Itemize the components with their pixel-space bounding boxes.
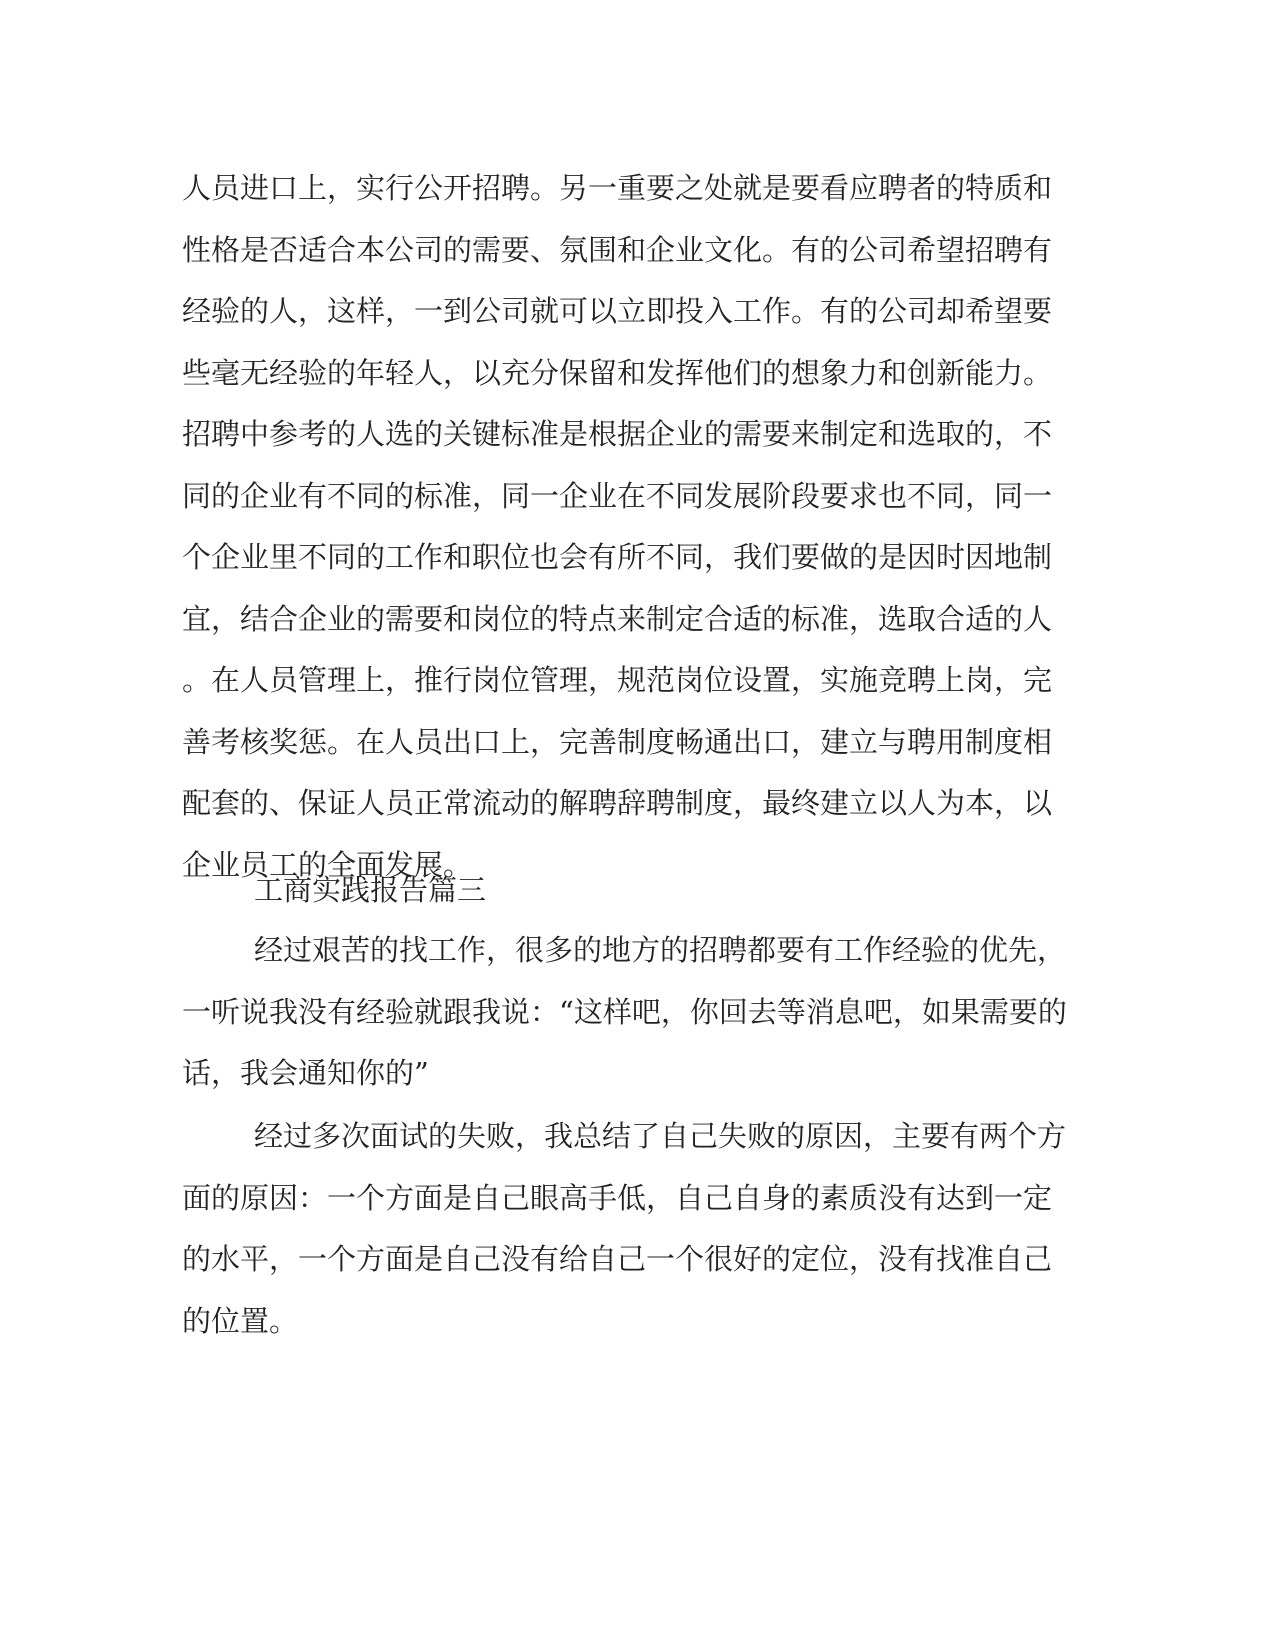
paragraph-job-search bbox=[182, 920, 1067, 1105]
section-heading bbox=[182, 860, 1052, 922]
paragraph-line: 一听说我没有经验就跟我说：“这样吧，你回去等消息吧，如果需要的 bbox=[182, 994, 1067, 1029]
paragraph-line: 些毫无经验的年轻人，以充分保留和发挥他们的想象力和创新能力。 bbox=[182, 355, 1053, 390]
section-heading-text: 工商实践报告篇三 bbox=[254, 873, 487, 907]
paragraph-line: 宜，结合企业的需要和岗位的特点来制定合适的标准，选取合适的人 bbox=[182, 601, 1053, 636]
paragraph-line: 配套的、保证人员正常流动的解聘辞聘制度，最终建立以人为本，以 bbox=[182, 786, 1053, 820]
paragraph-line: 同的企业有不同的标准，同一企业在不同发展阶段要求也不同，同一 bbox=[182, 478, 1053, 513]
paragraph-line: 。在人员管理上，推行岗位管理，规范岗位设置，实施竞聘上岗，完 bbox=[182, 663, 1053, 697]
paragraph-line: 招聘中参考的人选的关键标准是根据企业的需要来制定和选取的，不 bbox=[182, 417, 1053, 451]
paragraph-line: 经过艰苦的找工作，很多的地方的招聘都要有工作经验的优先， bbox=[254, 933, 1067, 967]
paragraph-line: 话，我会通知你的” bbox=[182, 1056, 429, 1090]
paragraph-line: 经验的人，这样，一到公司就可以立即投入工作。有的公司却希望要 bbox=[182, 294, 1053, 328]
paragraph-recruitment bbox=[182, 158, 1052, 896]
paragraph-line: 面的原因：一个方面是自己眼高手低，自己自身的素质没有达到一定 bbox=[182, 1180, 1053, 1215]
paragraph-line: 性格是否适合本公司的需要、氛围和企业文化。有的公司希望招聘有 bbox=[182, 232, 1053, 267]
paragraph-line: 的水平，一个方面是自己没有给自己一个很好的定位，没有找准自己 bbox=[182, 1242, 1053, 1276]
paragraph-line: 善考核奖惩。在人员出口上，完善制度畅通出口，建立与聘用制度相 bbox=[182, 724, 1053, 759]
paragraph-failure-reasons bbox=[182, 1106, 1067, 1352]
paragraph-line: 人员进口上，实行公开招聘。另一重要之处就是要看应聘者的特质和 bbox=[182, 171, 1053, 205]
paragraph-line: 企业员工的全面发展。 bbox=[182, 847, 473, 882]
paragraph-line: 个企业里不同的工作和职位也会有所不同，我们要做的是因时因地制 bbox=[182, 540, 1053, 574]
paragraph-line: 经过多次面试的失败，我总结了自己失败的原因，主要有两个方 bbox=[254, 1119, 1067, 1153]
paragraph-line: 的位置。 bbox=[182, 1303, 299, 1338]
